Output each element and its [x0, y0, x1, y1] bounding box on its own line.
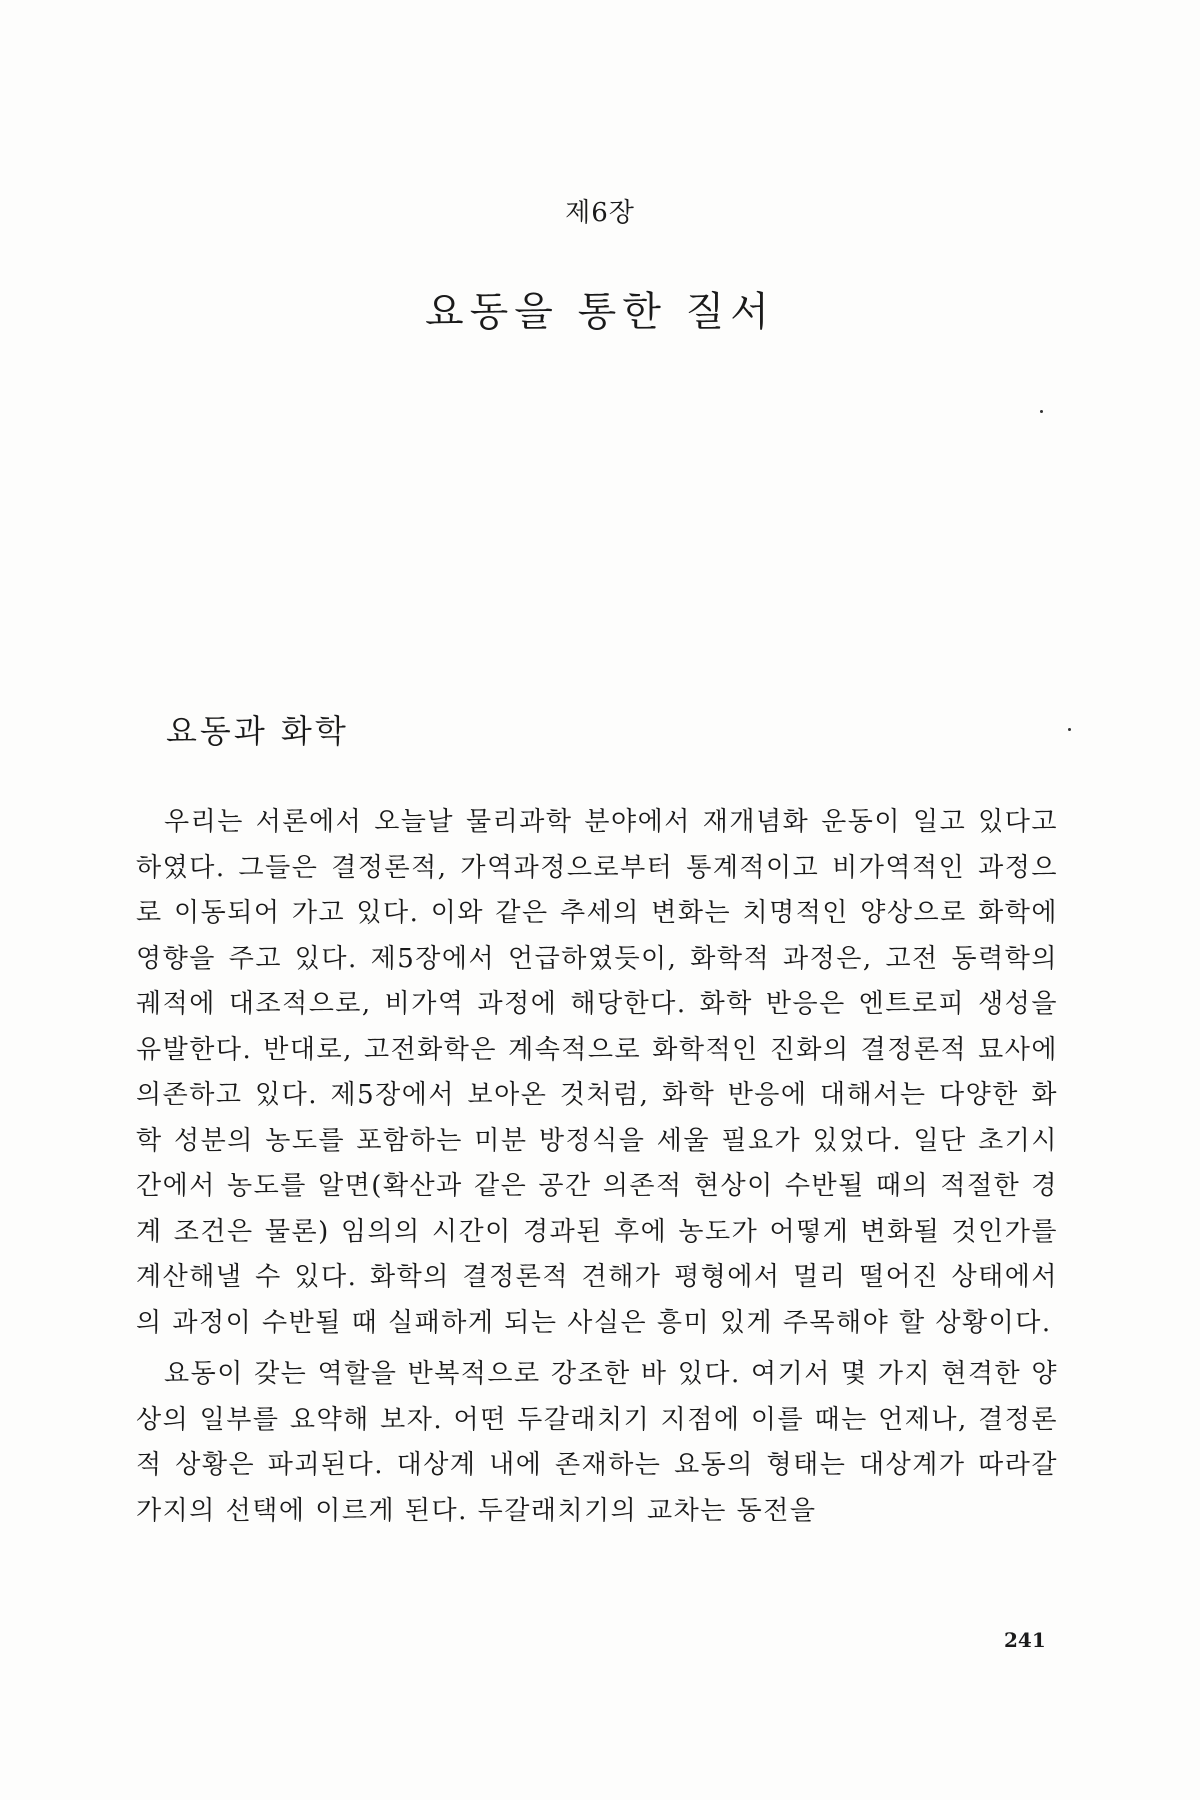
- section-heading: 요동과 화학: [166, 712, 349, 750]
- scan-speck: [1068, 728, 1071, 731]
- page-number: 241: [1004, 1628, 1046, 1652]
- chapter-number: 제6장: [565, 198, 635, 228]
- body-text: [136, 800, 1058, 1534]
- chapter-title: 요동을 통한 질서: [425, 289, 775, 335]
- scan-speck: [1040, 410, 1043, 413]
- paragraph: 요동이 갖는 역할을 반복적으로 강조한 바 있다. 여기서 몇 가지 현격한 양상의 일부를 요약해 보자. 어떤 두갈래치기 지점에 이를 때는 언제나, 결정론적 상황은 파괴된다. 대상계 내에 존재하는 요동의 형태는 대상계가 따라갈 가지의 선택에 이르게 된다. 두갈래치기의 교차는 동전을: [136, 1359, 1058, 1526]
- paragraph: 우리는 서론에서 오늘날 물리과학 분야에서 재개념화 운동이 일고 있다고 하였다. 그들은 결정론적, 가역과정으로부터 통계적이고 비가역적인 과정으로 이동되어 가고 있다. 이와 같은 추세의 변화는 치명적인 양상으로 화학에 영향을 주고 있다. 제5장에서 언급하였듯이, 화학적 과정은, 고전 동력학의 궤적에 대조적으로, 비가역 과정에 해당한다. 화학 반응은 엔트로피 생성을 유발한다. 반대로, 고전화학은 계속적으로 화학적인 진화의 결정론적 묘사에 의존하고 있다. 제5장에서 보아온 것처럼, 화학 반응에 대해서는 다양한 화학 성분의 농도를 포함하는 미분 방정식을 세울 필요가 있었다. 일단 초기시간에서 농도를 알면(확산과 같은 공간 의존적 현상이 수반될 때의 적절한 경계 조건은 물론) 임의의 시간이 경과된 후에 농도가 어떻게 변화될 것인가를 계산해낼 수 있다. 화학의 결정론적 견해가 평형에서 멀리 떨어진 상태에서의 과정이 수반될 때 실패하게 되는 사실은 흥미 있게 주목해야 할 상황이다.: [136, 807, 1058, 1338]
